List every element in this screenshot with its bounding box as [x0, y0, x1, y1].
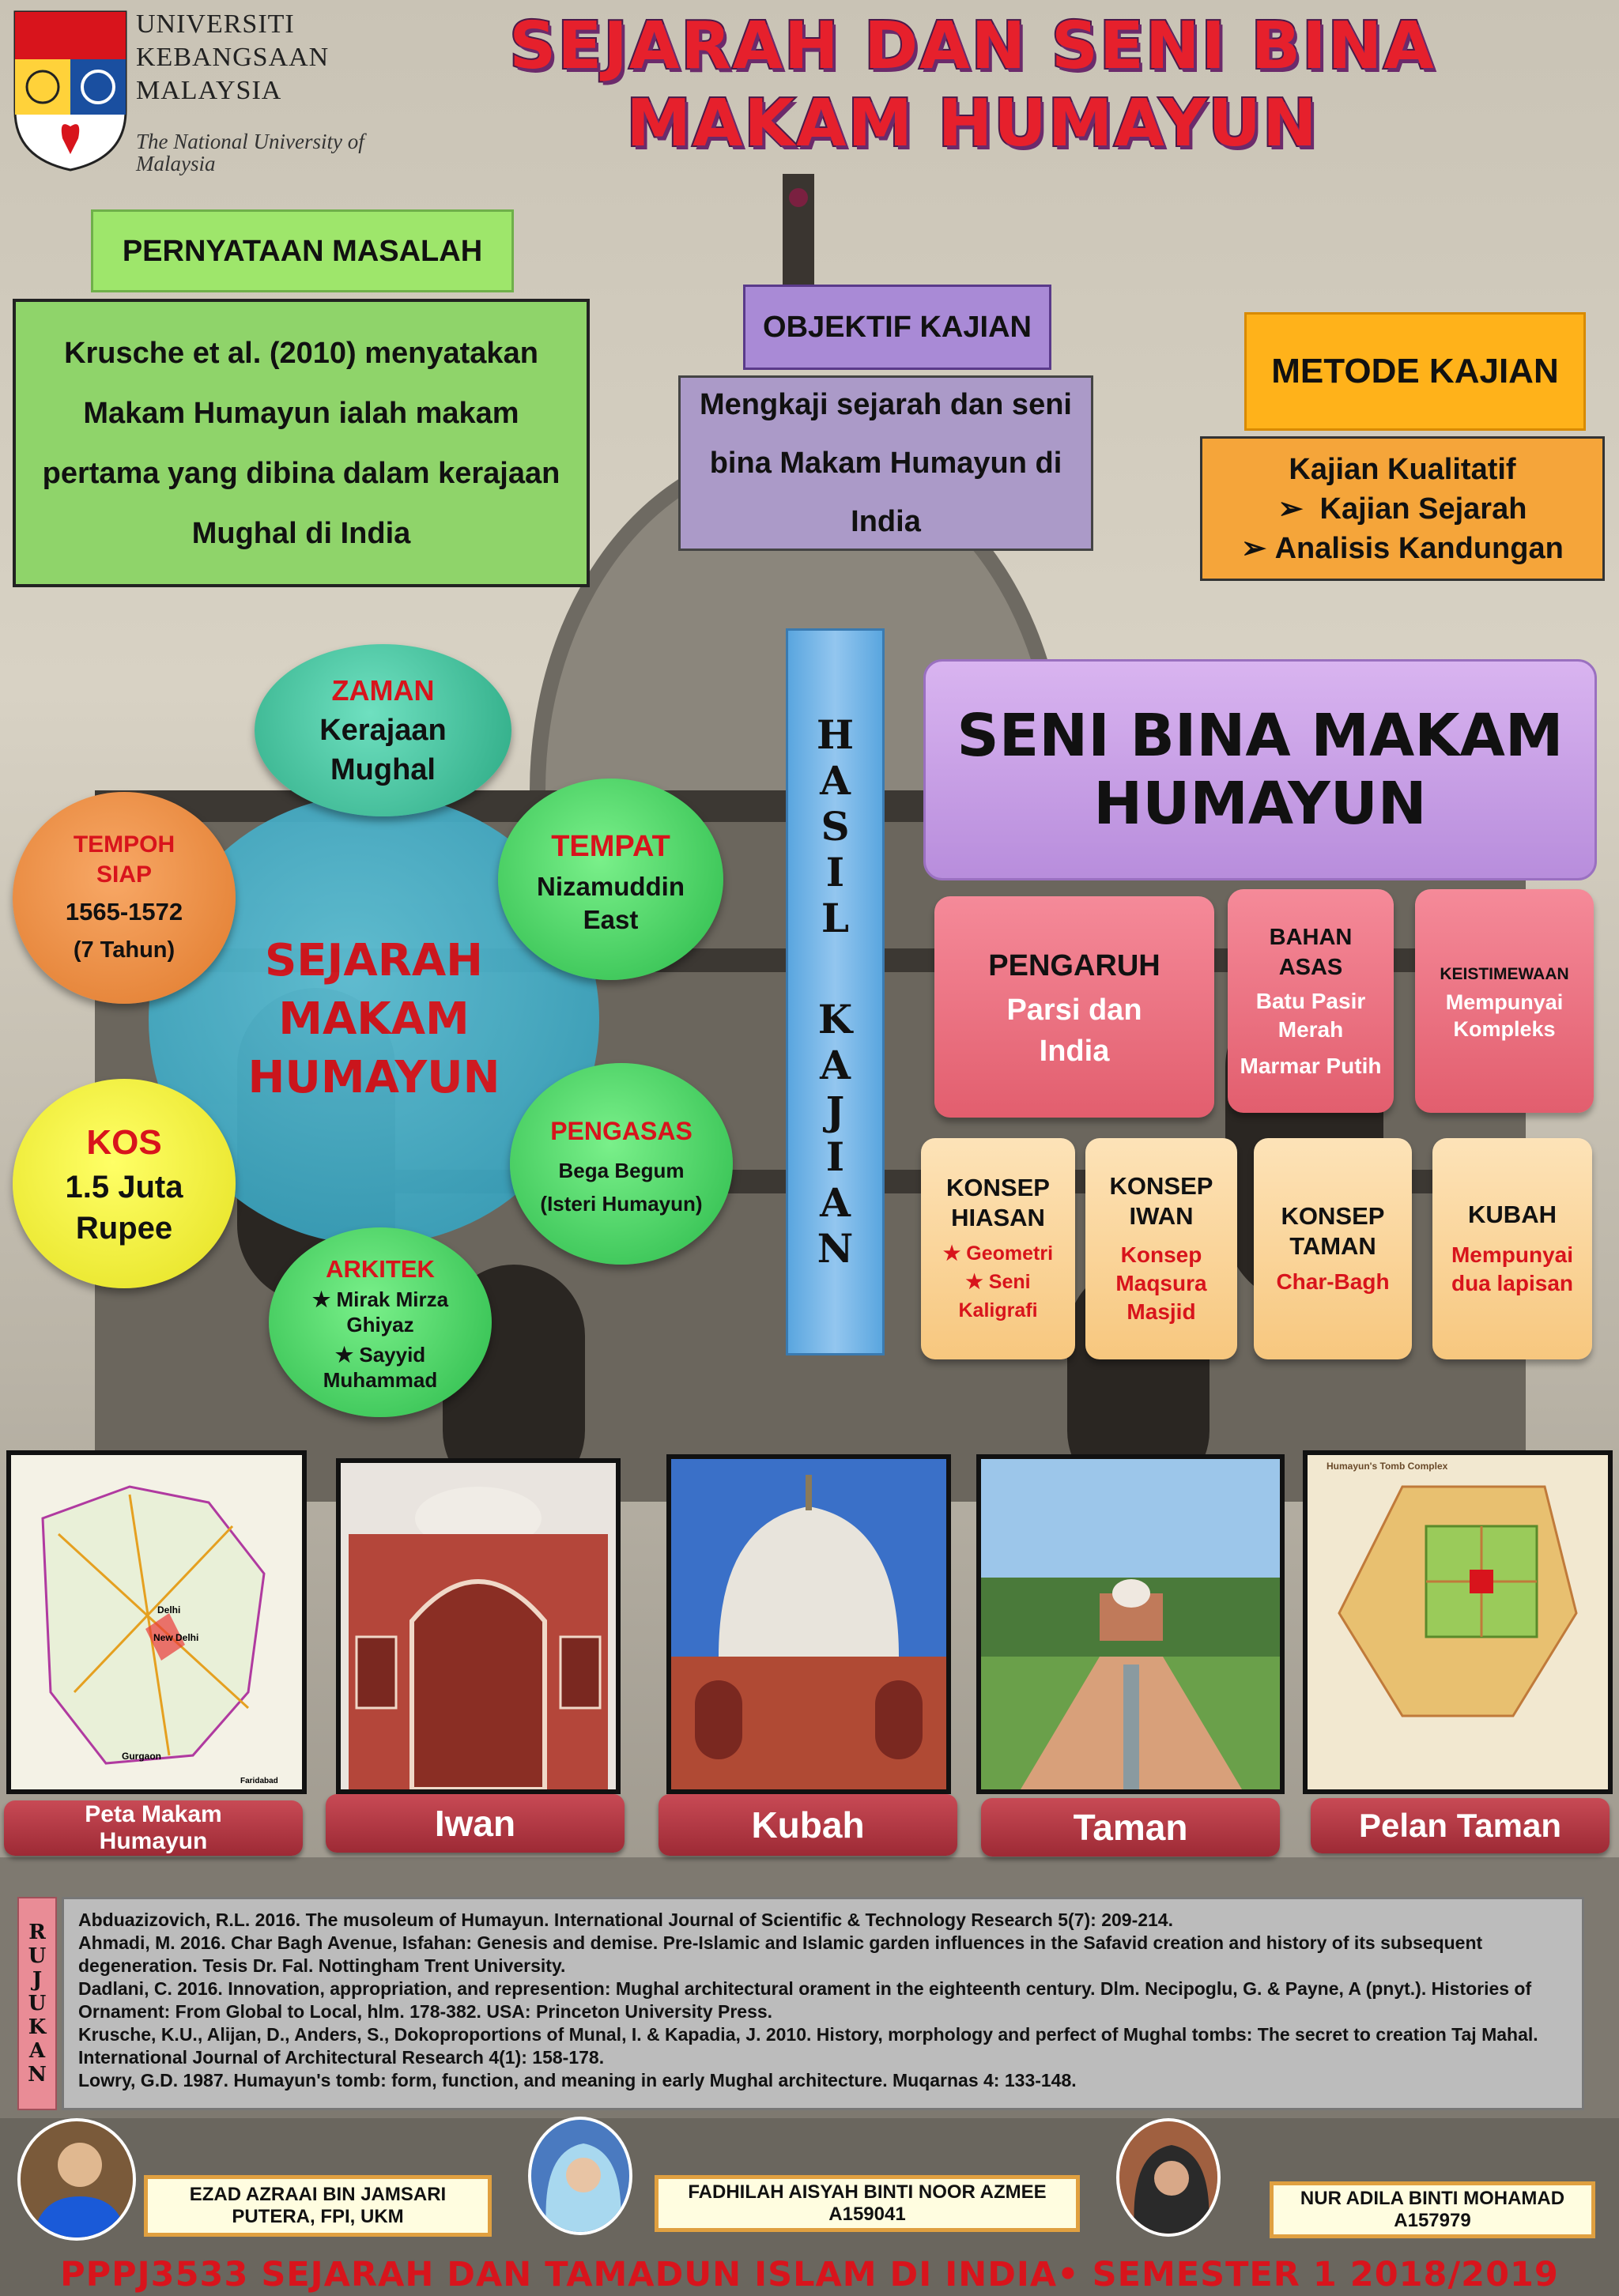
kos-circle [13, 1079, 236, 1288]
arkitek-item-1-text: Mirak Mirza Ghiyaz [336, 1287, 449, 1337]
konsep-iwan-card [1085, 1138, 1237, 1359]
bahan-value-1: Batu Pasir Merah [1255, 988, 1366, 1042]
metode-heading: METODE KAJIAN [1244, 312, 1586, 431]
peta-caption [4, 1800, 303, 1856]
tempat-label: TEMPAT [551, 829, 670, 863]
map-label-faridabad: Faridabad [240, 1777, 278, 1785]
hasil-letter: H [816, 711, 855, 758]
metode-bullet-1 [1278, 489, 1527, 529]
kubah-card [1432, 1138, 1592, 1359]
hasil-letter: N [817, 1225, 854, 1272]
kubah-image [671, 1459, 946, 1789]
reference-item: Krusche, K.U., Alijan, D., Anders, S., Dokoproportions of Munal, I. & Kapadia, J. 2010. History, morphology and perfect of Mughal tombs: The secret to creation Taj Mahal. International Journal of Architectural Research 4(1): 158-178. [78, 2024, 1538, 2068]
star-bullet-icon: ★ [965, 1271, 983, 1293]
course-footer: PPPJ3533 SEJARAH DAN TAMADUN ISLAM DI INDIA• SEMESTER 1 2018/2019 [60, 2255, 1559, 2294]
zaman-value: Kerajaan Mughal [319, 714, 447, 786]
pengasas-label: PENGASAS [550, 1116, 693, 1145]
rujukan-letter: U [28, 1992, 47, 2015]
pengaruh-card [934, 896, 1214, 1118]
arkitek-label: ARKITEK [326, 1255, 435, 1283]
kubah-caption: Kubah [659, 1794, 957, 1856]
hiasan-item-1 [943, 1239, 1053, 1268]
kos-label: KOS [86, 1122, 162, 1162]
hasil-letter: A [820, 1179, 851, 1226]
star-bullet-icon: ★ [311, 1287, 331, 1311]
metode-bullet-1-text: Kajian Sejarah [1319, 492, 1527, 526]
arkitek-circle [269, 1227, 492, 1417]
star-bullet-icon: ★ [942, 1242, 961, 1265]
arkitek-item-2-text: Sayyid Muhammad [323, 1343, 438, 1392]
metode-bullet-2 [1241, 529, 1564, 568]
arrow-bullet-icon: ➢ [1277, 492, 1304, 526]
zaman-circle [255, 644, 511, 816]
hasil-letter: K [817, 996, 853, 1042]
rujukan-letter: K [28, 2015, 47, 2039]
konsep-taman-card [1254, 1138, 1412, 1359]
university-name [136, 8, 389, 107]
author-1-line-1: EZAD AZRAAI BIN JAMSARI [189, 2184, 447, 2205]
kubah-label: KUBAH [1468, 1201, 1557, 1228]
title-line-1: SEJARAH DAN SENI BINA [509, 9, 1436, 84]
university-line-3: MALAYSIA [136, 76, 282, 105]
keistimewaan-value: Mempunyai Kompleks [1445, 990, 1564, 1041]
rujukan-letter: N [28, 2063, 47, 2087]
zaman-label: ZAMAN [331, 674, 435, 707]
title-line-2: MAKAM HUMAYUN [626, 86, 1319, 161]
author-2-line-2: A159041 [828, 2204, 906, 2225]
objektif-heading: OBJEKTIF KAJIAN [743, 285, 1051, 370]
kubah-photo [666, 1454, 951, 1794]
metode-line: Kajian Kualitatif [1289, 452, 1516, 486]
iwan-value: Konsep Maqsura Masjid [1115, 1242, 1207, 1324]
hiasan-item-2 [939, 1268, 1058, 1325]
tempoh-label: TEMPOH SIAP [73, 831, 175, 888]
map-image [11, 1455, 302, 1789]
arkitek-item-2 [301, 1342, 459, 1393]
author-1-avatar [17, 2118, 136, 2241]
objektif-body: Mengkaji sejarah dan seni bina Makam Humayun di India [678, 375, 1093, 551]
taman-label: KONSEP TAMAN [1281, 1202, 1385, 1260]
tempoh-value-2: (7 Tahun) [73, 937, 175, 963]
tempoh-circle [13, 792, 236, 1004]
iwan-caption: Iwan [326, 1794, 625, 1853]
tempoh-value: 1565-1572 [65, 898, 183, 926]
poster-title [379, 8, 1565, 163]
seni-bina-heading [923, 659, 1597, 880]
university-line-2: KEBANGSAAN [136, 43, 330, 72]
hiasan-item-2-text: Seni Kaligrafi [958, 1271, 1038, 1321]
peta-caption-text: Peta Makam Humayun [85, 1801, 222, 1854]
author-1-name [144, 2175, 492, 2237]
author-2-name [655, 2175, 1080, 2232]
hasil-letter: L [821, 895, 850, 941]
author-3-name [1270, 2181, 1595, 2238]
ukm-logo-shield [11, 8, 130, 174]
keistimewaan-label: KEISTIMEWAAN [1440, 964, 1569, 983]
hiasan-item-1-text: Geometri [966, 1242, 1054, 1265]
hasil-letter: A [820, 757, 851, 804]
rujukan-side-label [17, 1897, 57, 2110]
kubah-value: Mempunyai dua lapisan [1451, 1242, 1574, 1295]
bahan-card [1228, 889, 1394, 1113]
iwan-photo [336, 1458, 621, 1794]
metode-bullet-2-text: Analisis Kandungan [1274, 531, 1564, 565]
pelan-title: Humayun's Tomb Complex [1327, 1461, 1448, 1472]
rujukan-letter: A [28, 2039, 46, 2063]
taman-caption: Taman [981, 1798, 1280, 1857]
pengasas-circle [510, 1063, 733, 1265]
konsep-hiasan-card [921, 1138, 1075, 1359]
tempat-value: Nizamuddin East [537, 871, 685, 934]
iwan-image [341, 1463, 616, 1789]
bahan-value-2: Marmar Putih [1240, 1053, 1382, 1078]
reference-item: Dadlani, C. 2016. Innovation, appropriation, and represention: Mughal architectural orament in the eighteenth century. Dlm. Necipoglu, G. & Payne, A (pnyt.). Histories of Ornament: From Global to Local, hlm. 178-382. USA: Princeton University Press. [78, 1978, 1532, 2022]
arrow-bullet-icon: ➢ [1241, 531, 1266, 565]
university-line-1: UNIVERSITI [136, 9, 295, 39]
author-3-line-2: A157979 [1394, 2210, 1471, 2231]
pengasas-value: Bega Begum [558, 1158, 685, 1182]
rujukan-letter: R [28, 1921, 46, 1944]
hasil-letter: A [820, 1042, 851, 1088]
author-2-line-1: FADHILAH AISYAH BINTI NOOR AZMEE [688, 2181, 1047, 2203]
peta-photo [6, 1450, 307, 1794]
pengaruh-label: PENGARUH [988, 949, 1160, 982]
taman-photo [976, 1454, 1285, 1794]
hasil-letter: S [821, 803, 850, 850]
pelan-caption: Pelan Taman [1311, 1798, 1610, 1853]
arkitek-item-1 [289, 1287, 471, 1337]
rujukan-list [62, 1897, 1584, 2110]
map-label-delhi: Delhi [157, 1604, 181, 1615]
taman-image [981, 1459, 1280, 1789]
iwan-label: KONSEP IWAN [1109, 1172, 1213, 1230]
star-bullet-icon: ★ [334, 1343, 354, 1367]
metode-body [1200, 436, 1605, 581]
pengaruh-value: Parsi dan India [1006, 993, 1142, 1068]
hasil-letter: I [825, 1133, 845, 1180]
keistimewaan-card [1415, 889, 1594, 1113]
reference-item: Lowry, G.D. 1987. Humayun's tomb: form, function, and meaning in early Mughal architecture. Muqarnas 4: 133-148. [78, 2070, 1077, 2091]
bahan-label: BAHAN ASAS [1269, 924, 1353, 980]
pernyataan-heading: PERNYATAAN MASALAH [91, 209, 514, 292]
hasil-letter: J [825, 1088, 845, 1134]
tempat-circle [498, 779, 723, 980]
hasil-kajian-bar [786, 628, 885, 1355]
rujukan-letter: U [28, 1944, 47, 1968]
rujukan-letter: J [32, 1968, 43, 1992]
author-1-line-2: PUTERA, FPI, UKM [232, 2206, 404, 2227]
hasil-letter: I [825, 849, 845, 895]
author-2-avatar [528, 2117, 632, 2235]
kos-value: 1.5 Juta Rupee [65, 1169, 183, 1246]
pelan-photo [1303, 1450, 1613, 1794]
sejarah-center-text: SEJARAH MAKAM HUMAYUN [247, 935, 500, 1103]
reference-item: Abduazizovich, R.L. 2016. The musoleum of Humayun. International Journal of Scientific & Technology Research 5(7): 209-214. [78, 1910, 1173, 1930]
hiasan-label: KONSEP HIASAN [946, 1174, 1050, 1231]
taman-value: Char-Bagh [1276, 1269, 1390, 1294]
map-label-gurgaon: Gurgaon [122, 1751, 161, 1762]
pelan-image [1308, 1455, 1608, 1789]
pernyataan-body: Krusche et al. (2010) menyatakan Makam Humayun ialah makam pertama yang dibina dalam kerajaan Mughal di India [13, 299, 590, 587]
reference-item: Ahmadi, M. 2016. Char Bagh Avenue, Isfahan: Genesis and demise. Pre-Islamic and Islamic garden influences in the Safavid creation and history of its subsequent degeneration. Tesis Dr. Fal. Nottingham Trent University. [78, 1932, 1483, 1976]
author-3-line-1: NUR ADILA BINTI MOHAMAD [1300, 2188, 1565, 2209]
pengasas-value-2: (Isteri Humayun) [540, 1191, 703, 1216]
author-3-avatar [1116, 2118, 1221, 2237]
seni-bina-heading-text: SENI BINA MAKAM HUMAYUN [957, 702, 1564, 838]
university-subtitle: The National University of Malaysia [136, 130, 364, 175]
map-label-new-delhi: New Delhi [153, 1632, 199, 1643]
